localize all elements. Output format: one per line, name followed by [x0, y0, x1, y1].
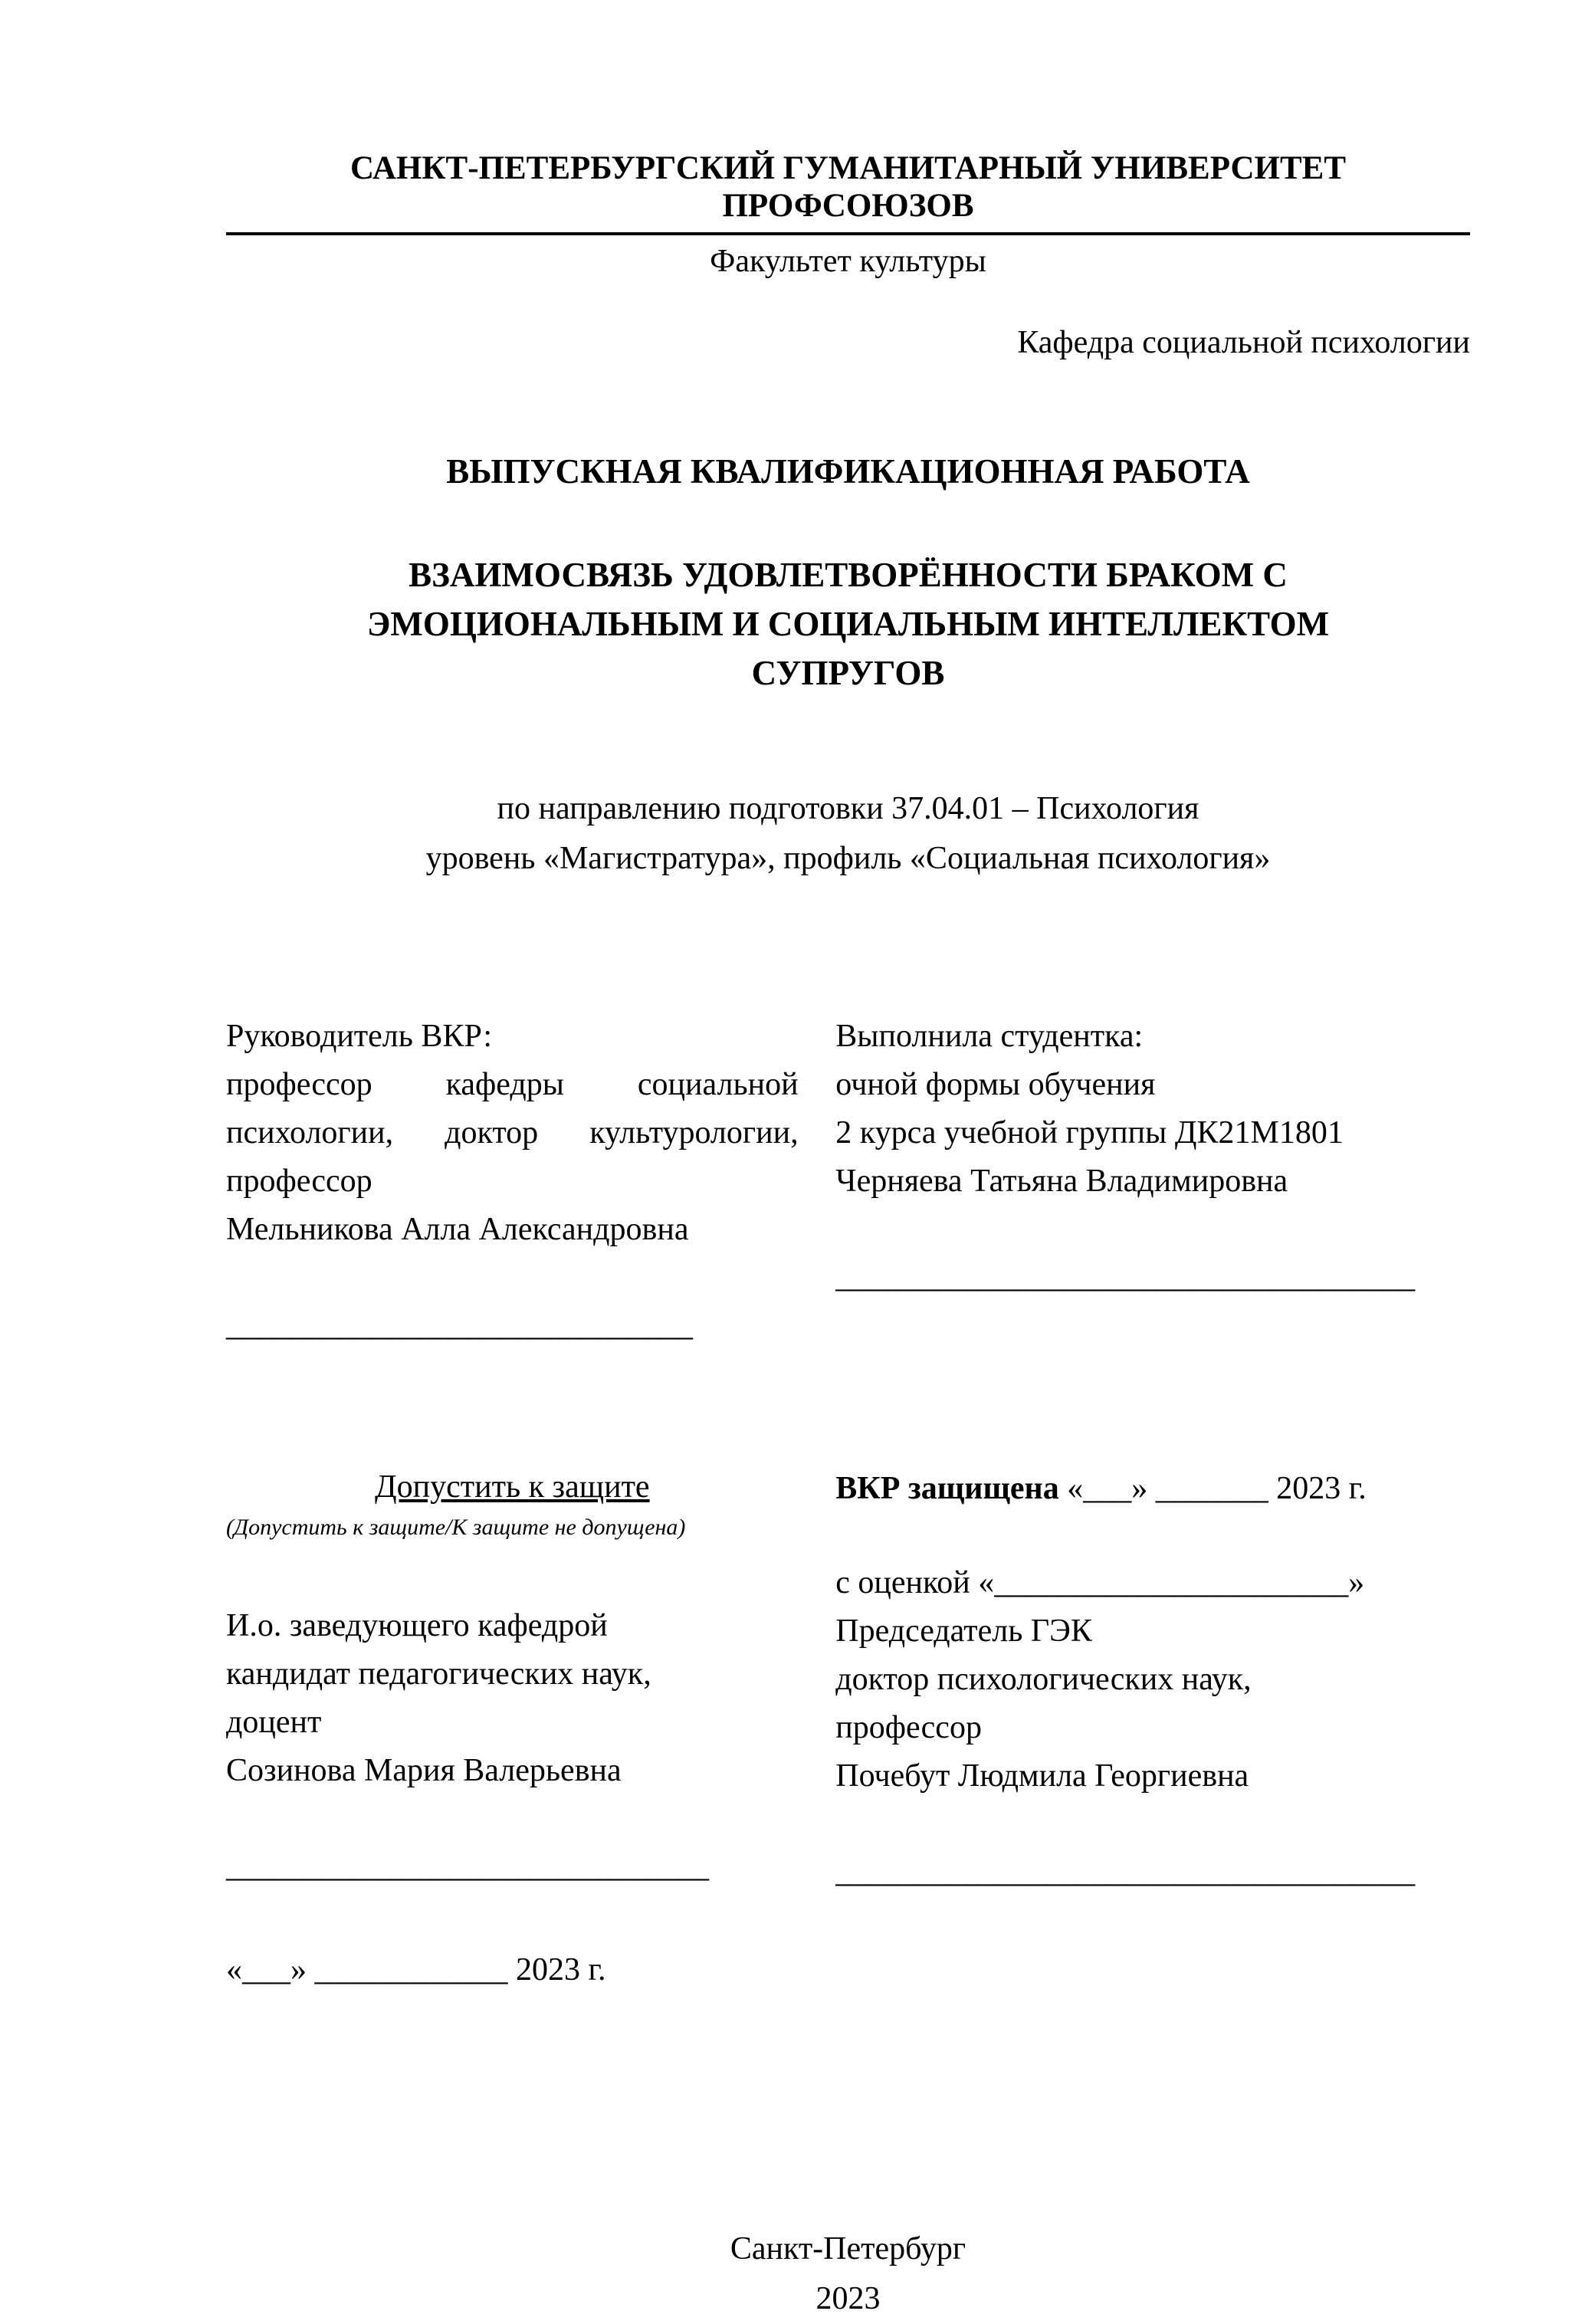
- student-detail-line-1: очной формы обучения: [835, 1066, 1156, 1102]
- admission-note: (Допустить к защите/К защите не допущена): [226, 1514, 686, 1540]
- defense-signature-line: ____________________________________: [835, 1853, 1416, 1889]
- admission-official: [226, 1602, 799, 1795]
- work-type-heading: ВЫПУСКНАЯ КВАЛИФИКАЦИОННАЯ РАБОТА: [446, 452, 1250, 491]
- defense-status-date: «___» _______ 2023 г.: [1067, 1470, 1367, 1506]
- supervisor-position: профессор кафедры социальной психологии, доктор культурологии, профессор: [226, 1066, 799, 1199]
- program-level-line: уровень «Магистратура», профиль «Социальная психология»: [425, 840, 1271, 876]
- admission-defense-block: [226, 1465, 1470, 1994]
- defense-status-line: [835, 1465, 1470, 1513]
- student-detail-line-2: 2 курса учебной группы ДК21М1801: [835, 1114, 1344, 1151]
- university-name: САНКТ-ПЕТЕРБУРГСКИЙ ГУМАНИТАРНЫЙ УНИВЕРСИТЕТ ПРОФСОЮЗОВ: [226, 149, 1470, 235]
- thesis-title-line-3: СУПРУГОВ: [751, 653, 945, 692]
- student-column: [835, 1013, 1470, 1350]
- program-direction-line: по направлению подготовки 37.04.01 – Психология: [497, 790, 1199, 826]
- committee-line-3: профессор: [835, 1709, 982, 1745]
- page-footer: [226, 2224, 1470, 2324]
- admission-signature-line: ______________________________: [226, 1848, 709, 1884]
- footer-city: Санкт-Петербург: [730, 2230, 966, 2267]
- thesis-title: [226, 551, 1470, 698]
- admission-title: Допустить к защите: [375, 1469, 650, 1505]
- supervisor-label: Руководитель ВКР:: [226, 1018, 493, 1054]
- admission-date-line: «___» ____________ 2023 г.: [226, 1951, 606, 1988]
- supervisor-student-block: [226, 1013, 1470, 1350]
- official-position-line-1: И.о. заведующего кафедрой: [226, 1607, 608, 1643]
- thesis-title-line-1: ВЗАИМОСВЯЗЬ УДОВЛЕТВОРЁННОСТИ БРАКОМ С: [409, 556, 1288, 594]
- supervisor-column: [226, 1013, 799, 1350]
- official-position-line-2: кандидат педагогических наук,: [226, 1656, 651, 1692]
- committee-chair-name: Почебут Людмила Георгиевна: [835, 1758, 1249, 1794]
- defense-grade-line: с оценкой «______________________»: [835, 1564, 1365, 1600]
- defense-column: [835, 1465, 1470, 1994]
- defense-status-label: ВКР защищена: [835, 1470, 1059, 1506]
- supervisor-signature-line: _____________________________: [226, 1307, 693, 1343]
- thesis-title-line-2: ЭМОЦИОНАЛЬНЫМ И СОЦИАЛЬНЫМ ИНТЕЛЛЕКТОМ: [366, 604, 1330, 643]
- official-position-line-3: доцент: [226, 1704, 322, 1740]
- student-signature-line: ____________________________________: [835, 1259, 1416, 1295]
- committee-line-2: доктор психологических наук,: [835, 1661, 1252, 1697]
- program-info: [226, 784, 1470, 884]
- committee-line-1: Председатель ГЭК: [835, 1613, 1092, 1649]
- faculty-name: Факультет культуры: [710, 244, 986, 279]
- footer-year: 2023: [815, 2280, 881, 2316]
- supervisor-name: Мельникова Алла Александровна: [226, 1211, 689, 1247]
- student-name: Черняева Татьяна Владимировна: [835, 1163, 1288, 1199]
- official-name: Созинова Мария Валерьевна: [226, 1752, 622, 1788]
- admission-column: [226, 1465, 799, 1994]
- student-label: Выполнила студентка:: [835, 1018, 1144, 1054]
- department-name: Кафедра социальной психологии: [1017, 325, 1470, 360]
